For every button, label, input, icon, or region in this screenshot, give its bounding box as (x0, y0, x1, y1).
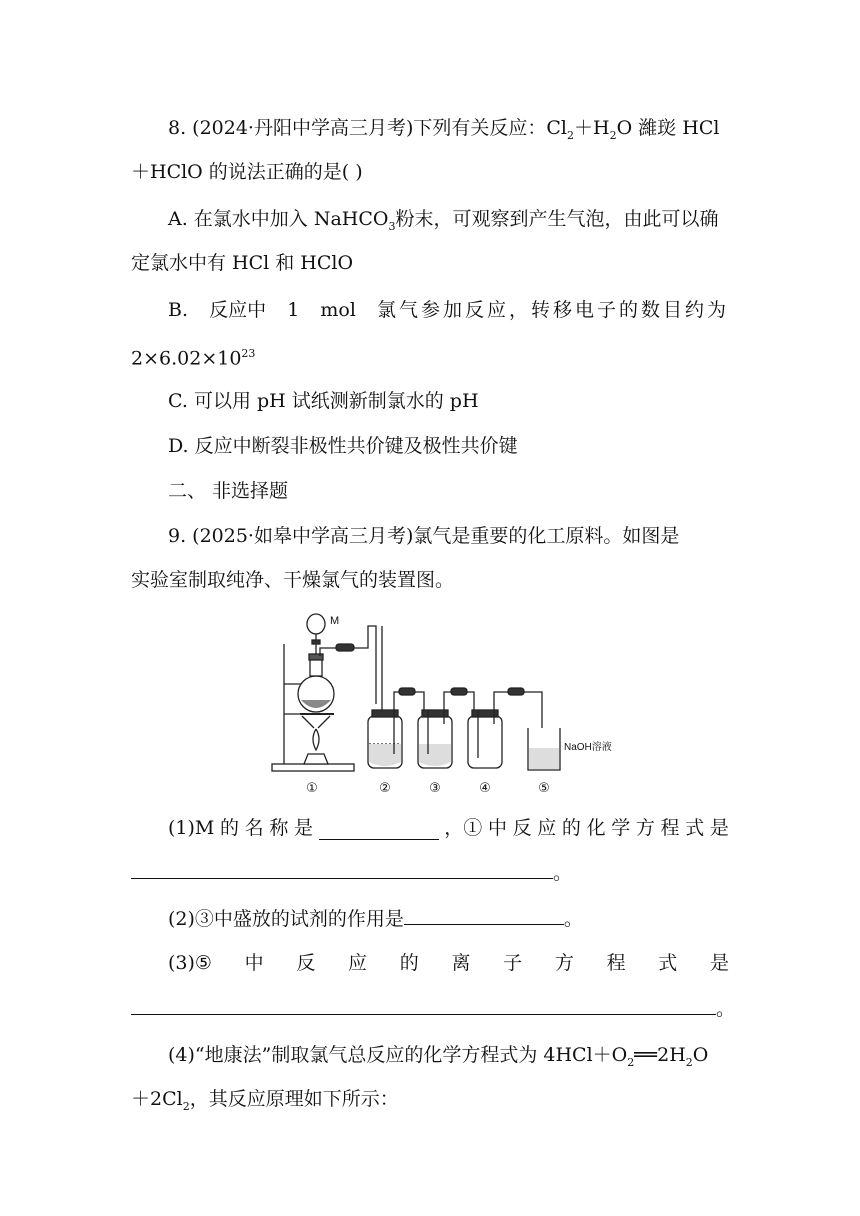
q9-sub2: (2)③中盛放的试剂的作用是 。 (168, 908, 583, 930)
answer-blank-1a[interactable] (319, 821, 439, 840)
collecting-bottle-4 (468, 716, 502, 768)
answer-blank-1b[interactable] (131, 860, 553, 879)
q8-option-b-line1: B. 反应中 1 mol 氯气参加反应，转移电子的数目约为 (168, 299, 729, 321)
q8-stem-line1: 8. (2024·丹阳中学高三月考)下列有关反应：$Cl_2+H_2O$ 濰珳 HCl (168, 117, 720, 142)
q8-option-d: D. 反应中断裂非极性共价键及极性共价键 (168, 435, 518, 457)
q9-sub3-line1: (3)⑤ 中 反 应 的 离 子 方 程 式 是 (168, 952, 729, 974)
section-heading: 二、 非选择题 (168, 480, 289, 502)
q9-stem-line2: 实验室制取纯净、干燥氯气的装置图。 (131, 569, 455, 591)
q9-sub1-line2: 。 (131, 860, 572, 885)
answer-blank-3[interactable] (131, 996, 716, 1015)
label-m: M (330, 615, 340, 627)
answer-blank-2[interactable] (404, 906, 564, 925)
q8-stem-line2: ＋HClO 的说法正确的是( ) (131, 161, 363, 183)
figure-number-1: ① (306, 780, 318, 795)
q8-option-a-line1: A. 在氯水中加入 NaHCO$_3$粉末，可观察到产生气泡，由此可以确 (168, 208, 719, 233)
figure-number-3: ③ (429, 780, 441, 795)
apparatus-figure (268, 604, 612, 800)
figure-number-5: ⑤ (538, 780, 550, 795)
alcohol-lamp (304, 754, 328, 764)
q9-sub1-line1: (1)M 的 名 称 是 ，① 中 反 应 的 化 学 方 程 式 是 (168, 817, 729, 839)
separatory-funnel (307, 614, 325, 634)
stand-base (272, 764, 354, 771)
q8-option-c: C. 可以用 pH 试纸测新制氯水的 pH (168, 390, 479, 412)
q9-sub3-line2: 。 (131, 996, 735, 1021)
q8-option-b-line2: $2\times 6.02\times 10^{23}$ (131, 347, 256, 370)
figure-number-4: ④ (479, 780, 491, 795)
q9-sub4-line1: (4)“地康法”制取氯气总反应的化学方程式为 $4HCl+O_2══2H_2O$ (168, 1044, 709, 1069)
q8-option-a-line2: 定氯水中有 HCl 和 HClO (131, 252, 354, 274)
q9-sub4-line2: $+2Cl_2$，其反应原理如下所示： (131, 1088, 399, 1113)
label-naoh: NaOH溶液 (564, 742, 612, 753)
q9-stem-line1: 9. (2025·如皋中学高三月考)氯气是重要的化工原料。如图是 (168, 525, 680, 547)
figure-number-2: ② (379, 780, 391, 795)
